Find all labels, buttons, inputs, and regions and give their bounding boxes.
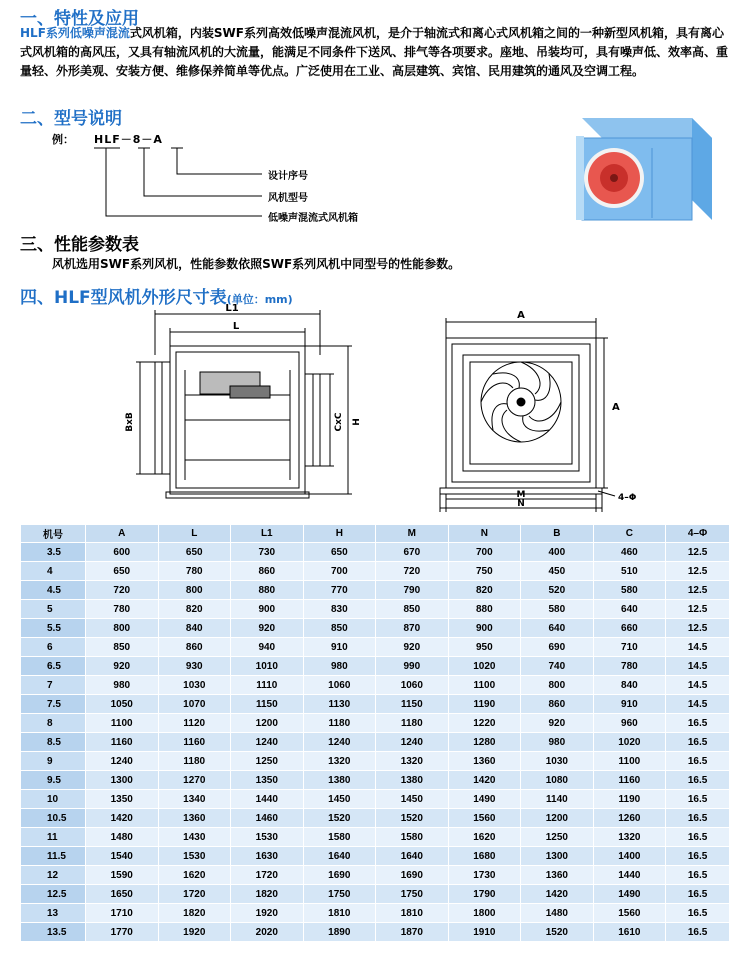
table-row <box>21 809 730 828</box>
table-cell: 850 <box>303 619 376 638</box>
table-cell: 1820 <box>158 904 231 923</box>
model-example-code: HLF－8－A <box>94 133 163 146</box>
table-cell: 1640 <box>376 847 449 866</box>
table-cell: 690 <box>521 638 594 657</box>
table-cell: 11 <box>21 828 86 847</box>
table-cell: 1280 <box>448 733 521 752</box>
table-row <box>21 904 730 923</box>
table-cell: 1420 <box>448 771 521 790</box>
table-cell: 800 <box>158 581 231 600</box>
table-cell: 800 <box>86 619 159 638</box>
table-cell: 11.5 <box>21 847 86 866</box>
table-cell: 7 <box>21 676 86 695</box>
table-cell: 830 <box>303 600 376 619</box>
table-cell: 780 <box>86 600 159 619</box>
table-cell: 1120 <box>158 714 231 733</box>
table-cell: 1240 <box>376 733 449 752</box>
table-cell: 16.5 <box>666 752 730 771</box>
table-row <box>21 790 730 809</box>
table-cell: 1180 <box>376 714 449 733</box>
table-cell: 900 <box>448 619 521 638</box>
header-c: C <box>593 525 666 543</box>
table-cell: 1770 <box>86 923 159 942</box>
table-cell: 1720 <box>158 885 231 904</box>
model-line-box <box>106 148 262 216</box>
table-cell: 1240 <box>303 733 376 752</box>
table-cell: 14.5 <box>666 676 730 695</box>
table-row <box>21 543 730 562</box>
table-cell: 1630 <box>231 847 304 866</box>
table-cell: 1750 <box>376 885 449 904</box>
table-cell: 7.5 <box>21 695 86 714</box>
table-cell: 9 <box>21 752 86 771</box>
table-cell: 1130 <box>303 695 376 714</box>
table-cell: 9.5 <box>21 771 86 790</box>
table-cell: 16.5 <box>666 733 730 752</box>
table-cell: 980 <box>86 676 159 695</box>
table-cell: 1530 <box>231 828 304 847</box>
table-cell: 16.5 <box>666 866 730 885</box>
model-line-design <box>177 148 262 174</box>
table-cell: 1690 <box>376 866 449 885</box>
table-cell: 650 <box>86 562 159 581</box>
dim-label-l: L <box>232 321 240 332</box>
table-cell: 840 <box>158 619 231 638</box>
table-cell: 1300 <box>521 847 594 866</box>
table-cell: 1030 <box>521 752 594 771</box>
table-cell: 1020 <box>448 657 521 676</box>
table-cell: 1490 <box>448 790 521 809</box>
table-cell: 16.5 <box>666 828 730 847</box>
table-cell: 1180 <box>303 714 376 733</box>
table-cell: 900 <box>231 600 304 619</box>
dim-label-m: M <box>516 490 526 500</box>
table-cell: 1450 <box>303 790 376 809</box>
table-cell: 910 <box>593 695 666 714</box>
table-cell: 980 <box>303 657 376 676</box>
table-cell: 850 <box>86 638 159 657</box>
table-cell: 1150 <box>376 695 449 714</box>
table-cell: 1810 <box>303 904 376 923</box>
table-cell: 4.5 <box>21 581 86 600</box>
table-cell: 1380 <box>376 771 449 790</box>
header-jihao: 机号 <box>21 525 86 543</box>
table-body <box>21 543 730 942</box>
table-row <box>21 885 730 904</box>
header-h: H <box>303 525 376 543</box>
model-label-box: 低噪声混流式风机箱 <box>268 213 358 224</box>
table-row <box>21 828 730 847</box>
table-row <box>21 733 730 752</box>
table-cell: 1520 <box>303 809 376 828</box>
table-cell: 16.5 <box>666 790 730 809</box>
table-cell: 850 <box>376 600 449 619</box>
table-cell: 1480 <box>86 828 159 847</box>
table-row <box>21 714 730 733</box>
table-cell: 520 <box>521 581 594 600</box>
table-cell: 1380 <box>303 771 376 790</box>
table-cell: 1420 <box>521 885 594 904</box>
table-cell: 5.5 <box>21 619 86 638</box>
table-cell: 880 <box>231 581 304 600</box>
table-cell: 960 <box>593 714 666 733</box>
table-cell: 1320 <box>376 752 449 771</box>
table-cell: 1250 <box>521 828 594 847</box>
table-cell: 16.5 <box>666 771 730 790</box>
section-4-unit: (单位：mm) <box>226 293 293 306</box>
table-cell: 820 <box>158 600 231 619</box>
table-cell: 880 <box>448 600 521 619</box>
table-cell: 1650 <box>86 885 159 904</box>
table-cell: 1870 <box>376 923 449 942</box>
table-cell: 1820 <box>231 885 304 904</box>
table-cell: 1810 <box>376 904 449 923</box>
table-cell: 950 <box>448 638 521 657</box>
table-cell: 1490 <box>593 885 666 904</box>
dim-label-n: N <box>517 499 525 509</box>
table-cell: 1560 <box>593 904 666 923</box>
table-cell: 1180 <box>158 752 231 771</box>
table-row <box>21 600 730 619</box>
table-cell: 1580 <box>303 828 376 847</box>
table-cell: 1610 <box>593 923 666 942</box>
table-cell: 1440 <box>231 790 304 809</box>
table-cell: 1640 <box>303 847 376 866</box>
table-cell: 16.5 <box>666 714 730 733</box>
table-cell: 8 <box>21 714 86 733</box>
header-b: B <box>521 525 594 543</box>
table-row <box>21 562 730 581</box>
table-cell: 1060 <box>303 676 376 695</box>
table-cell: 1920 <box>158 923 231 942</box>
table-row <box>21 923 730 942</box>
table-cell: 1240 <box>86 752 159 771</box>
table-cell: 1270 <box>158 771 231 790</box>
table-cell: 920 <box>231 619 304 638</box>
table-cell: 1710 <box>86 904 159 923</box>
dim-label-l1: L1 <box>225 303 239 314</box>
table-cell: 12.5 <box>666 543 730 562</box>
table-cell: 650 <box>303 543 376 562</box>
table-cell: 10.5 <box>21 809 86 828</box>
table-cell: 1420 <box>86 809 159 828</box>
header-l1: L1 <box>231 525 304 543</box>
table-cell: 1110 <box>231 676 304 695</box>
table-row <box>21 866 730 885</box>
table-cell: 1320 <box>303 752 376 771</box>
table-cell: 860 <box>521 695 594 714</box>
table-cell: 16.5 <box>666 885 730 904</box>
table-cell: 710 <box>593 638 666 657</box>
table-cell: 450 <box>521 562 594 581</box>
table-cell: 860 <box>231 562 304 581</box>
table-cell: 1520 <box>521 923 594 942</box>
section-1-body: 式风机箱，内装SWF系列高效低噪声混流风机，是介于轴流式和离心式风机箱之间的一种新型风机箱，具有离心式风机箱的高风压，又具有轴流风机的大流量，能满足不同条件下送风、排气等各项要求。座地、吊装均可，具有噪声低、效率高、重量轻、外形美观、安装方便、维修保养简单等优点。广泛使用在工业、高层建筑、宾馆、民用建筑的通风及空调工程。 <box>20 26 729 78</box>
table-cell: 820 <box>448 581 521 600</box>
table-cell: 5 <box>21 600 86 619</box>
table-cell: 1440 <box>593 866 666 885</box>
table-cell: 580 <box>521 600 594 619</box>
table-cell: 13.5 <box>21 923 86 942</box>
table-cell: 14.5 <box>666 638 730 657</box>
section-2-title: 二、型号说明 <box>20 109 122 129</box>
header-hole: 4–Φ <box>666 525 730 543</box>
table-cell: 1200 <box>231 714 304 733</box>
header-a: A <box>86 525 159 543</box>
section-1-title: 一、特性及应用 <box>20 9 139 29</box>
section-4-title-text: 四、HLF型风机外形尺寸表 <box>20 288 227 308</box>
dim-label-bxb: BxB <box>125 412 135 432</box>
table-cell: 860 <box>158 638 231 657</box>
table-cell: 1300 <box>86 771 159 790</box>
table-cell: 700 <box>448 543 521 562</box>
table-cell: 1020 <box>593 733 666 752</box>
table-cell: 1100 <box>593 752 666 771</box>
model-label-design: 设计序号 <box>268 171 308 182</box>
table-cell: 12 <box>21 866 86 885</box>
table-row <box>21 695 730 714</box>
header-n: N <box>448 525 521 543</box>
table-cell: 1100 <box>448 676 521 695</box>
dim-label-cxc: CxC <box>334 412 344 432</box>
table-cell: 600 <box>86 543 159 562</box>
table-cell: 1910 <box>448 923 521 942</box>
table-cell: 1220 <box>448 714 521 733</box>
table-cell: 1320 <box>593 828 666 847</box>
table-cell: 1730 <box>448 866 521 885</box>
table-cell: 920 <box>376 638 449 657</box>
table-cell: 400 <box>521 543 594 562</box>
table-cell: 1890 <box>303 923 376 942</box>
table-row <box>21 638 730 657</box>
table-cell: 8.5 <box>21 733 86 752</box>
table-cell: 1790 <box>448 885 521 904</box>
table-cell: 840 <box>593 676 666 695</box>
table-cell: 740 <box>521 657 594 676</box>
table-cell: 1460 <box>231 809 304 828</box>
table-cell: 1350 <box>231 771 304 790</box>
table-cell: 640 <box>593 600 666 619</box>
table-cell: 1340 <box>158 790 231 809</box>
table-cell: 14.5 <box>666 695 730 714</box>
table-cell: 1480 <box>521 904 594 923</box>
table-row <box>21 657 730 676</box>
table-cell: 12.5 <box>21 885 86 904</box>
table-cell: 750 <box>448 562 521 581</box>
table-cell: 910 <box>303 638 376 657</box>
table-cell: 640 <box>521 619 594 638</box>
table-cell: 720 <box>86 581 159 600</box>
table-cell: 1160 <box>158 733 231 752</box>
table-cell: 700 <box>303 562 376 581</box>
table-cell: 1620 <box>158 866 231 885</box>
table-cell: 1160 <box>86 733 159 752</box>
header-l: L <box>158 525 231 543</box>
table-cell: 12.5 <box>666 562 730 581</box>
table-cell: 1010 <box>231 657 304 676</box>
table-cell: 1190 <box>448 695 521 714</box>
table-cell: 3.5 <box>21 543 86 562</box>
table-cell: 920 <box>86 657 159 676</box>
table-cell: 660 <box>593 619 666 638</box>
section-1-lead: HLF系列低噪声混流 <box>20 26 130 40</box>
section-3-text: 风机选用SWF系列风机，性能参数依照SWF系列风机中同型号的性能参数。 <box>52 257 461 271</box>
table-cell: 720 <box>376 562 449 581</box>
table-cell: 650 <box>158 543 231 562</box>
table-cell: 1190 <box>593 790 666 809</box>
dimension-table <box>20 524 730 942</box>
table-cell: 1690 <box>303 866 376 885</box>
header-m: M <box>376 525 449 543</box>
table-cell: 1580 <box>376 828 449 847</box>
table-cell: 1160 <box>593 771 666 790</box>
section-3-title: 三、性能参数表 <box>20 235 139 255</box>
table-cell: 16.5 <box>666 904 730 923</box>
table-cell: 1240 <box>231 733 304 752</box>
table-row <box>21 619 730 638</box>
table-cell: 12.5 <box>666 581 730 600</box>
table-cell: 1070 <box>158 695 231 714</box>
table-cell: 1060 <box>376 676 449 695</box>
table-cell: 980 <box>521 733 594 752</box>
model-label-fan: 风机型号 <box>268 193 308 204</box>
table-cell: 16.5 <box>666 847 730 866</box>
fan-box-photo <box>562 108 732 228</box>
table-cell: 1450 <box>376 790 449 809</box>
table-cell: 580 <box>593 581 666 600</box>
table-cell: 1100 <box>86 714 159 733</box>
table-row <box>21 581 730 600</box>
table-cell: 730 <box>231 543 304 562</box>
model-example-prefix: 例： <box>52 133 74 146</box>
table-cell: 12.5 <box>666 619 730 638</box>
table-cell: 930 <box>158 657 231 676</box>
table-cell: 1030 <box>158 676 231 695</box>
table-cell: 1560 <box>448 809 521 828</box>
dim-label-h: H <box>352 418 362 426</box>
table-cell: 16.5 <box>666 923 730 942</box>
front-view-drawing <box>0 300 750 525</box>
table-cell: 1260 <box>593 809 666 828</box>
table-cell: 1050 <box>86 695 159 714</box>
table-cell: 920 <box>521 714 594 733</box>
table-cell: 1520 <box>376 809 449 828</box>
table-cell: 1140 <box>521 790 594 809</box>
table-cell: 1200 <box>521 809 594 828</box>
table-cell: 1920 <box>231 904 304 923</box>
table-cell: 13 <box>21 904 86 923</box>
table-cell: 1540 <box>86 847 159 866</box>
table-row <box>21 676 730 695</box>
table-cell: 1360 <box>448 752 521 771</box>
table-cell: 780 <box>593 657 666 676</box>
table-cell: 14.5 <box>666 657 730 676</box>
dim-label-a-top: A <box>517 310 525 321</box>
model-line-fan <box>144 148 262 196</box>
table-cell: 2020 <box>231 923 304 942</box>
table-row <box>21 771 730 790</box>
table-row <box>21 847 730 866</box>
table-cell: 1530 <box>158 847 231 866</box>
table-cell: 4 <box>21 562 86 581</box>
dim-label-hole: 4–Φ <box>618 493 637 503</box>
table-cell: 940 <box>231 638 304 657</box>
table-cell: 460 <box>593 543 666 562</box>
table-cell: 1350 <box>86 790 159 809</box>
table-cell: 1590 <box>86 866 159 885</box>
table-cell: 1680 <box>448 847 521 866</box>
table-cell: 1750 <box>303 885 376 904</box>
table-cell: 12.5 <box>666 600 730 619</box>
table-cell: 1150 <box>231 695 304 714</box>
table-cell: 1360 <box>158 809 231 828</box>
table-cell: 1620 <box>448 828 521 847</box>
table-cell: 770 <box>303 581 376 600</box>
table-cell: 990 <box>376 657 449 676</box>
table-cell: 1080 <box>521 771 594 790</box>
table-cell: 16.5 <box>666 809 730 828</box>
table-cell: 1400 <box>593 847 666 866</box>
table-cell: 1430 <box>158 828 231 847</box>
table-cell: 790 <box>376 581 449 600</box>
table-cell: 780 <box>158 562 231 581</box>
table-header-row <box>21 525 730 543</box>
table-cell: 1360 <box>521 866 594 885</box>
table-cell: 510 <box>593 562 666 581</box>
table-cell: 800 <box>521 676 594 695</box>
table-cell: 1720 <box>231 866 304 885</box>
table-cell: 6 <box>21 638 86 657</box>
table-cell: 1250 <box>231 752 304 771</box>
table-row <box>21 752 730 771</box>
dim-label-a-side: A <box>612 402 620 413</box>
table-cell: 1800 <box>448 904 521 923</box>
table-cell: 10 <box>21 790 86 809</box>
table-cell: 6.5 <box>21 657 86 676</box>
table-cell: 670 <box>376 543 449 562</box>
table-cell: 870 <box>376 619 449 638</box>
